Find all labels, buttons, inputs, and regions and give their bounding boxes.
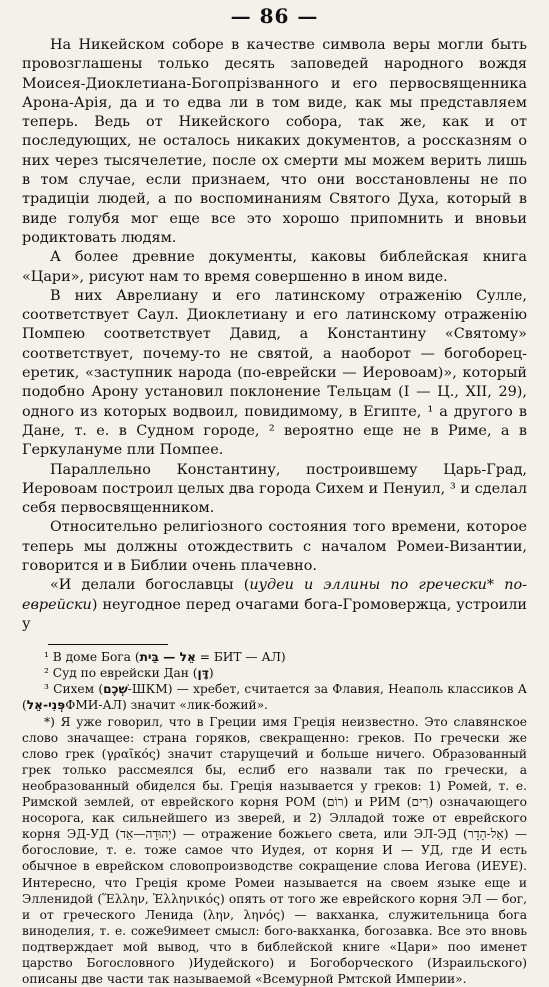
paragraph-italic: иудеи и эллины по гречески* по-еврейски <box>22 577 527 613</box>
footnotes <box>22 649 527 987</box>
paragraph: А более древние документы, каковы библейская книга «Цари», рисуют нам то время совершенно в ином виде. <box>22 249 527 285</box>
paragraph: Относительно религіозного состояния того времени, которое теперь мы должны отождествить с началом Ромеи-Византии, говорится и в Библии очень плачевно. <box>22 519 527 575</box>
hebrew-word: פְּנִי-אֵל <box>26 698 66 713</box>
paragraph-end: ) неугодное перед очагами бога-Громовержца, устроили у <box>22 596 527 632</box>
footnote-text: ¹ В доме Бога ( <box>44 650 140 665</box>
footnote <box>22 681 527 713</box>
paragraph: Параллельно Константину, построившему Царь-Град, Иеровоам построил целых два города Сихем и Пенуил, ³ и сделал себя первосвященником. <box>22 461 527 517</box>
footnote-divider <box>48 644 168 645</box>
footnote-text: ² Суд по еврейски Дан ( <box>44 666 198 681</box>
hebrew-word: שְׁכֶם <box>103 682 128 697</box>
footnote-text: -ШКМ) — хребет, считается за Флавия, Неаполь классиков А ( <box>22 682 528 713</box>
star-note: *) Я уже говорил, что в Греции имя Греція неизвестно. Это славянское слово значащее: страна горяков, свекращенно: греков. По гречески же слово грек (γραῖκός) значит старущечий и больше ничего. Образованный грек только рассмеялся бы, еслиб его назвали так по гречески, а необразованный обиделся бы. Греція называется у греков: 1) Ромей, т. е. Римской землей, от еврейского корня РОМ (רוֹם) и РИМ (רִים) означающего носорога, как сильнейшего из зверей, и 2) Элладой тоже от еврейского корня ЭД-УД (יְהוּדָה—אֵד) — отражение божьего света, или ЭЛ-ЭД (אֵל-הָדָר) — богословие, т. е. тоже самое что Иудея, от корня И — УД, где И есть обычное в еврейском словопроизводстве сокращение слова Иегова (ИЕУЕ). Интересно, что Греція кроме Ромеи называется на своем языке еще и Элленидой (Ἕλλην, Ἑλληνικός) опять от того же еврейского корня ЭЛ — бог, и от греческого Ленида (λην, ληνός) — вакханка, служительница бога виноделия, т. е. соже9имеет смысл: бого-вакханка, богозавка. Все это вновь подтверждает мой вывод, что в библейской книге «Цари» поо именет царство Богословного )Иудейского) и Богоборческого (Израильского) описаны две части так называемой «Всемурной Рмтской Империи». <box>22 714 528 987</box>
footnote <box>22 649 527 665</box>
paragraph: На Никейском соборе в качестве символа веры могли быть провозглашены только десять заповедей народного вождя Моисея-Диоклетиана-Богопрізванного и его первосвященника Арона-Арія, да и то едва ли в том виде, как мы представляем теперь. Ведь от Никейского собора, так же, как и от последующих, не осталось никаких документов, а россказням о них через тысячелетие, после ох смерти мы можем верить лишь в том случае, если признаем, что они восстановлены не по традиціи людей, а по воспоминаниям Святого Духа, который в виде голубя мог еще все это хорошо припомнить и вновьи родиктовать людям. <box>22 37 527 246</box>
paragraph-start: «И делали богославцы ( <box>50 577 250 594</box>
page-number: — 86 — <box>230 4 319 28</box>
footnote-text: ФМИ-АЛ) значит «лик-божий». <box>65 698 268 713</box>
footnote-text: = БИТ — АЛ) <box>195 650 286 665</box>
hebrew-word: אֵל — בֵּית <box>139 650 196 665</box>
main-text <box>22 36 527 634</box>
footnote <box>22 665 527 681</box>
hebrew-word: דָּן <box>197 666 209 681</box>
footnote-text: ) <box>208 666 214 681</box>
footnote-text: ³ Сихем ( <box>44 682 104 697</box>
paragraph: В них Аврелиану и его латинскому отраженію Сулле, соответствует Саул. Диоклетиану и его латинскому отраженію Помпею соответствует Давид, а Константину «Святому» соответствует, почему-то не святой, а наоборот — богоборец-еретик, «заступник народа (по-еврейски — Иеровоам)», который подобно Арону установил поклонение Тельцам (I — Ц., XII, 29), одного из которых водвоил, повидимому, в Египте, ¹ а другого в Дане, т. е. в Судном городе, ² вероятно еще не в Риме, а в Геркулануме пли Помпее. <box>22 287 527 459</box>
paragraph <box>22 576 527 634</box>
